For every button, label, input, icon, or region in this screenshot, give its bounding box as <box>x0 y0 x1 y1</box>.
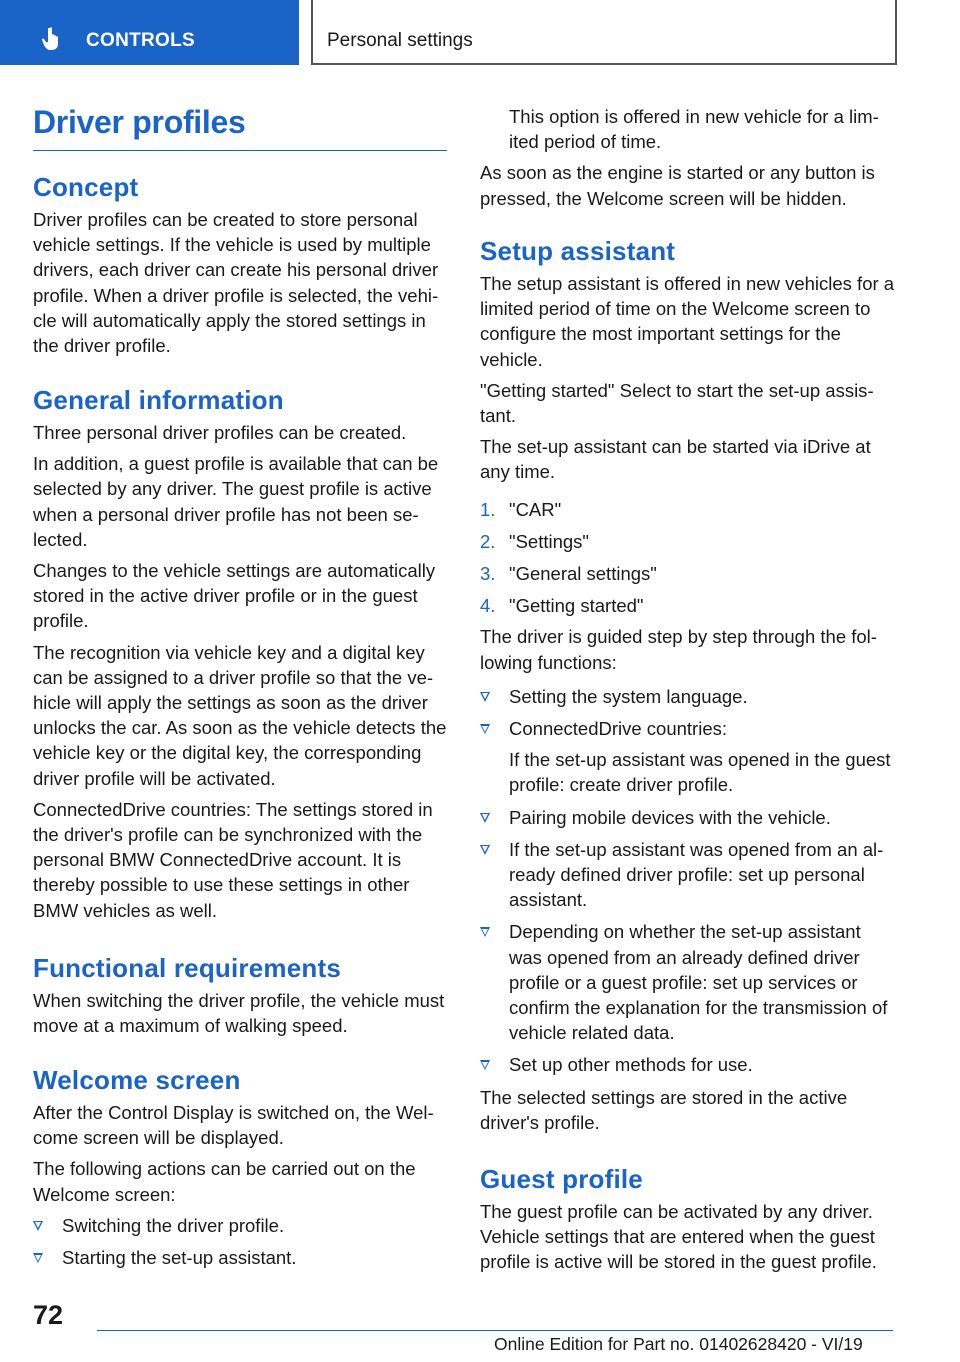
step-item: 3. "General settings" <box>480 563 657 585</box>
hidden-paragraph: As soon as the engine is started or any button is pressed, the Welcome screen will be hidden. <box>480 162 875 209</box>
general-paragraph: Three personal driver profiles can be created. <box>33 422 407 443</box>
list-item: ConnectedDrive countries: If the set-up assistant was opened in the guest profile: create driver profile. <box>480 716 896 798</box>
continued-paragraph: This option is offered in new vehicle for a limited period of time. <box>509 106 879 153</box>
guest-section <box>480 1164 896 1281</box>
general-section <box>33 385 447 929</box>
page-title: Driver profiles <box>33 104 447 151</box>
welcome-list <box>33 1213 447 1270</box>
general-paragraph: The recognition via vehicle key and a digital key can be assigned to a driver profile so that the vehicle will apply the settings as soon as the driver unlocks the car. As soon as the vehicle detects the vehicle key or the digital key, the corresponding driver profile will be activated. <box>33 641 447 789</box>
footer-edition: Online Edition for Part no. 01402628420 - VI/19 <box>494 1334 863 1354</box>
triangle-bullet-icon <box>480 692 490 702</box>
step-item: 4. "Getting started" <box>480 595 644 617</box>
guided-paragraph: The driver is guided step by step through the following functions: <box>480 626 877 673</box>
list-item: Depending on whether the set-up assistant was opened from an already defined driver profile or a guest profile: set up services or confirm the explanation for the transmission of vehicle related data. <box>480 919 896 1045</box>
steps-list <box>480 497 896 619</box>
list-item: Starting the set-up assistant. <box>33 1245 447 1270</box>
concept-paragraph: Driver profiles can be created to store personal vehicle settings. If the vehicle is used by multiple drivers, each driver can create his personal driver profile. When a driver profile is selected, the vehicle will automatically apply the stored settings in the driver profile. <box>33 209 439 357</box>
welcome-section <box>33 1065 447 1277</box>
continued-section <box>480 104 896 217</box>
welcome-paragraph: After the Control Display is switched on, the Welcome screen will be displayed. <box>33 1102 434 1149</box>
list-item: If the set-up assistant was opened from an already defined driver profile: set up personal assistant. <box>480 837 896 913</box>
general-heading: General information <box>33 385 284 415</box>
step-item: 1. "CAR" <box>480 498 562 520</box>
step-item: 2. "Settings" <box>480 530 589 552</box>
triangle-bullet-icon <box>480 813 490 823</box>
guest-paragraph: The guest profile can be activated by any driver. Vehicle settings that are entered when the guest profile is active will be stored in the guest profile. <box>480 1201 877 1273</box>
section-header <box>311 0 897 65</box>
general-paragraph: In addition, a guest profile is available that can be selected by any driver. The guest profile is active when a personal driver profile has not been selected. <box>33 453 439 550</box>
chapter-tab[interactable] <box>0 0 299 65</box>
triangle-bullet-icon <box>480 724 490 734</box>
setup-section <box>480 236 896 1141</box>
guest-heading: Guest profile <box>480 1164 643 1194</box>
functional-heading: Functional requirements <box>33 953 341 983</box>
triangle-bullet-icon <box>33 1253 43 1263</box>
list-item-subtext: If the set-up assistant was opened in the guest profile: create driver profile. <box>509 749 891 796</box>
welcome-heading: Welcome screen <box>33 1065 241 1095</box>
functional-paragraph: When switching the driver profile, the vehicle must move at a maximum of walking speed. <box>33 990 445 1037</box>
triangle-bullet-icon <box>480 845 490 855</box>
concept-section <box>33 172 447 364</box>
list-item: Switching the driver profile. <box>33 1213 447 1238</box>
triangle-bullet-icon <box>33 1221 43 1231</box>
general-paragraph: Changes to the vehicle settings are automatically stored in the active driver profile or in the guest profile. <box>33 560 436 632</box>
footer-divider <box>97 1330 893 1331</box>
functional-section <box>33 953 447 1044</box>
setup-heading: Setup assistant <box>480 236 676 266</box>
chapter-label: CONTROLS <box>86 30 196 51</box>
concept-heading: Concept <box>33 172 139 202</box>
setup-paragraph: The setup assistant is offered in new vehicles for a limited period of time on the Welcome screen to configure the most important settings for the vehicle. <box>480 273 895 370</box>
list-item: Setting the system language. <box>480 684 896 709</box>
triangle-bullet-icon <box>480 1060 490 1070</box>
general-paragraph: ConnectedDrive countries: The settings stored in the driver's profile can be synchronized with the personal BMW ConnectedDrive account. It is thereby possible to use these settings in other BMW vehicles as well. <box>33 798 433 921</box>
setup-paragraph: "Getting started" Select to start the set-up assistant. <box>480 379 874 427</box>
setup-paragraph: The set-up assistant can be started via iDrive at any time. <box>480 436 871 483</box>
functions-list <box>480 684 896 1078</box>
hand-pointer-icon <box>38 26 64 52</box>
welcome-paragraph: The following actions can be carried out on the Welcome screen: <box>33 1158 416 1205</box>
list-item: Set up other methods for use. <box>480 1052 896 1077</box>
list-item: Pairing mobile devices with the vehicle. <box>480 805 896 830</box>
section-label: Personal settings <box>327 30 473 51</box>
stored-paragraph: The selected settings are stored in the active driver's profile. <box>480 1086 848 1133</box>
triangle-bullet-icon <box>480 927 490 937</box>
page-number: 72 <box>33 1300 64 1330</box>
